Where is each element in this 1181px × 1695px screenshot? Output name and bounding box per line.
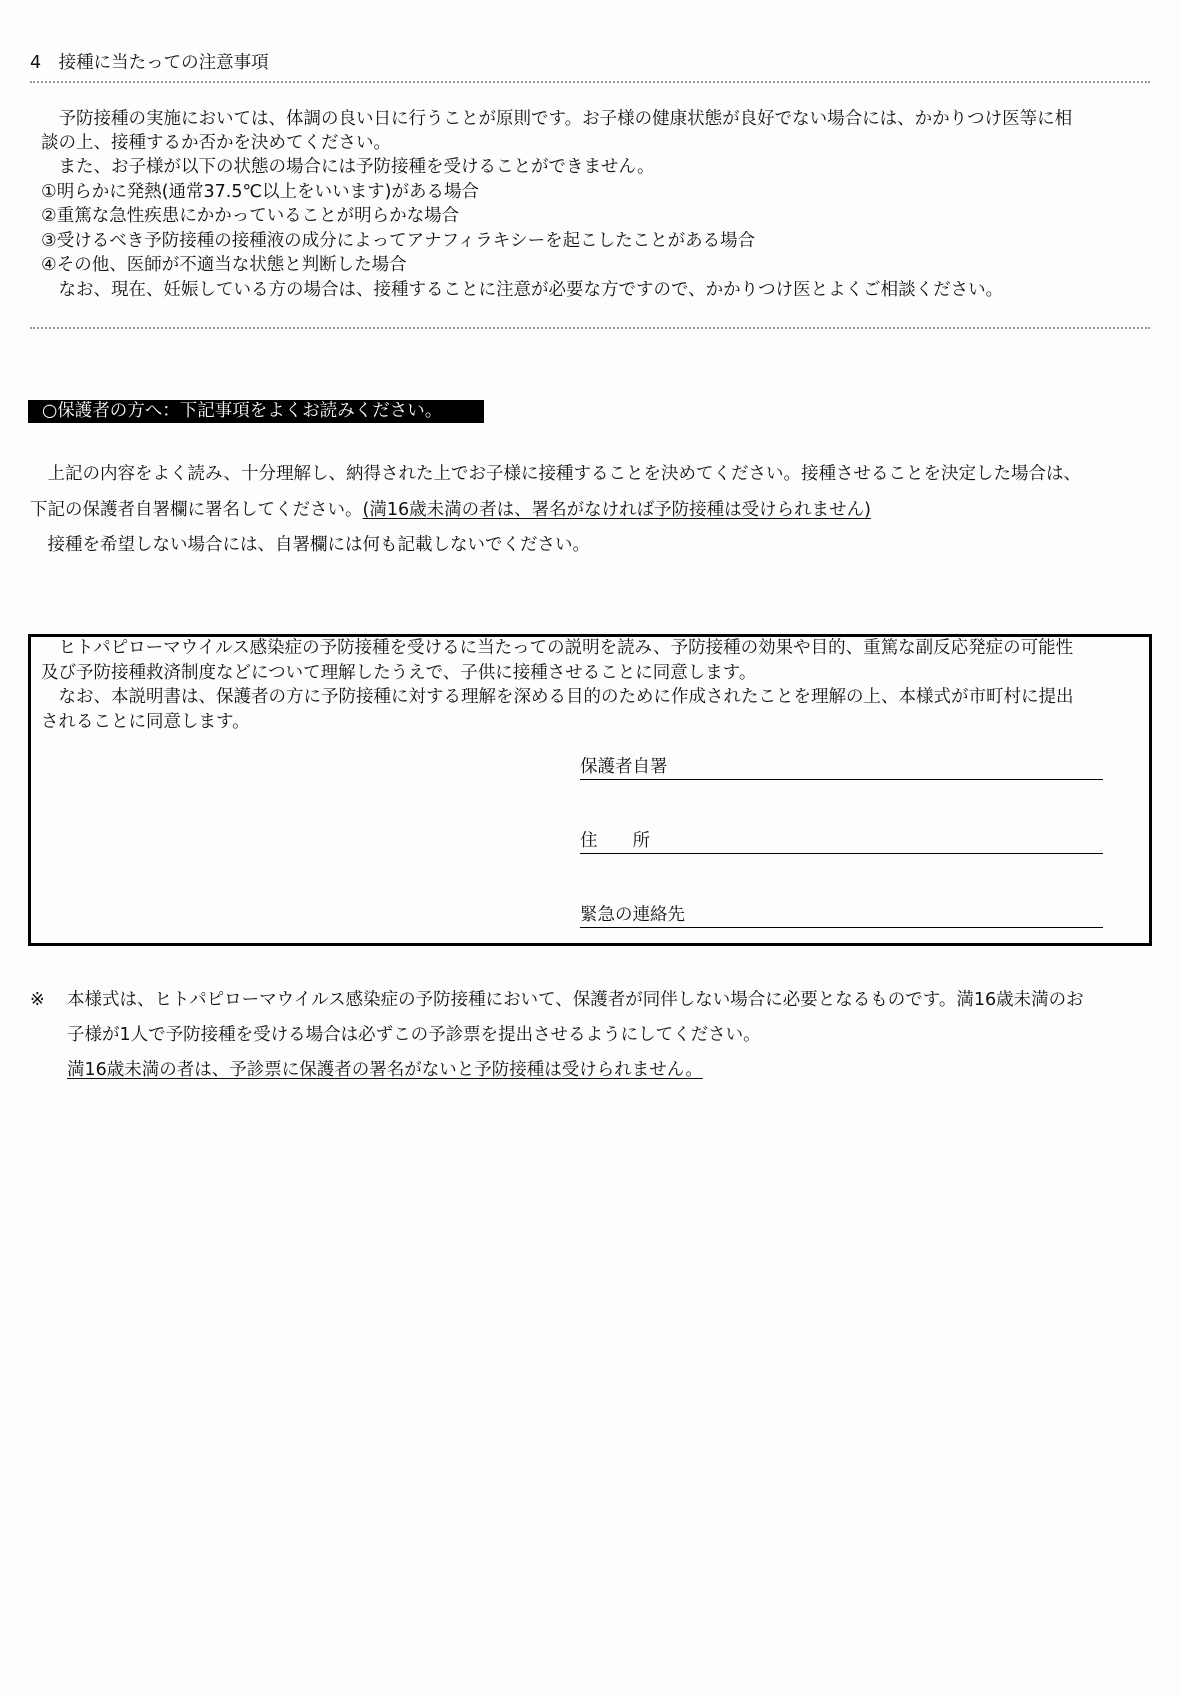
precaution-line: 予防接種の実施においては、体調の良い日に行うことが原則です。お子様の健康状態が良好でない場合には、かかりつけ医等に相 bbox=[41, 109, 1073, 129]
precaution-line: また、お子様が以下の状態の場合には予防接種を受けることができません。 bbox=[41, 157, 655, 177]
address-field[interactable] bbox=[580, 833, 1103, 854]
footnote-warning: 満16歳未満の者は、予診票に保護者の署名がないと予防接種は受けられません。 bbox=[67, 1060, 703, 1080]
guardian-notice-text: 下記の保護者自署欄に署名してください。 bbox=[30, 500, 363, 520]
consent-box bbox=[28, 634, 1152, 946]
consent-line: されることに同意します。 bbox=[41, 712, 250, 732]
divider-bottom bbox=[30, 327, 1150, 329]
guardian-notice-line: 接種を希望しない場合には、自署欄には何も記載しないでください。 bbox=[30, 535, 590, 555]
address-label: 住 所 bbox=[580, 831, 650, 851]
precaution-item: ③受けるべき予防接種の接種液の成分によってアナフィラキシーを起こしたことがある場合 bbox=[41, 231, 756, 251]
guardian-notice-warning: (満16歳未満の者は、署名がなければ予防接種は受けられません) bbox=[362, 500, 871, 520]
consent-line: 及び予防接種救済制度などについて理解したうえで、子供に接種させることに同意します。 bbox=[41, 663, 757, 683]
precaution-item: ①明らかに発熱(通常37.5℃以上をいいます)がある場合 bbox=[41, 182, 479, 202]
footnote-mark: ※ bbox=[30, 990, 45, 1010]
guardian-signature-label: 保護者自署 bbox=[580, 757, 668, 777]
emergency-contact-label: 緊急の連絡先 bbox=[580, 905, 685, 925]
guardian-notice-line bbox=[30, 502, 871, 520]
guardian-signature-field[interactable] bbox=[580, 759, 1103, 780]
footnote-line: 子様が1人で予防接種を受ける場合は必ずこの予診票を提出させるようにしてください。 bbox=[67, 1025, 761, 1045]
precaution-line: 談の上、接種するか否かを決めてください。 bbox=[41, 133, 391, 153]
divider-top bbox=[30, 81, 1150, 83]
precaution-item: ②重篤な急性疾患にかかっていることが明らかな場合 bbox=[41, 206, 460, 226]
emergency-contact-field[interactable] bbox=[580, 907, 1103, 928]
section-title: 4 接種に当たっての注意事項 bbox=[30, 53, 269, 73]
consent-line: ヒトパピローマウイルス感染症の予防接種を受けるに当たっての説明を読み、予防接種の効果や目的、重篤な副反応発症の可能性 bbox=[41, 638, 1074, 658]
precaution-line: なお、現在、妊娠している方の場合は、接種することに注意が必要な方ですので、かかりつけ医とよくご相談ください。 bbox=[41, 280, 1004, 300]
footnote-line: 本様式は、ヒトパピローマウイルス感染症の予防接種において、保護者が同伴しない場合に必要となるものです。満16歳未満のお bbox=[67, 990, 1084, 1010]
precaution-item: ④その他、医師が不適当な状態と判断した場合 bbox=[41, 255, 407, 275]
guardian-notice-line: 上記の内容をよく読み、十分理解し、納得された上でお子様に接種することを決めてください。接種させることを決定した場合は、 bbox=[30, 464, 1082, 484]
guardian-notice-banner: ○保護者の方へ：下記事項をよくお読みください。 bbox=[28, 400, 484, 423]
consent-line: なお、本説明書は、保護者の方に予防接種に対する理解を深める目的のために作成されたことを理解の上、本様式が市町村に提出 bbox=[41, 687, 1074, 707]
